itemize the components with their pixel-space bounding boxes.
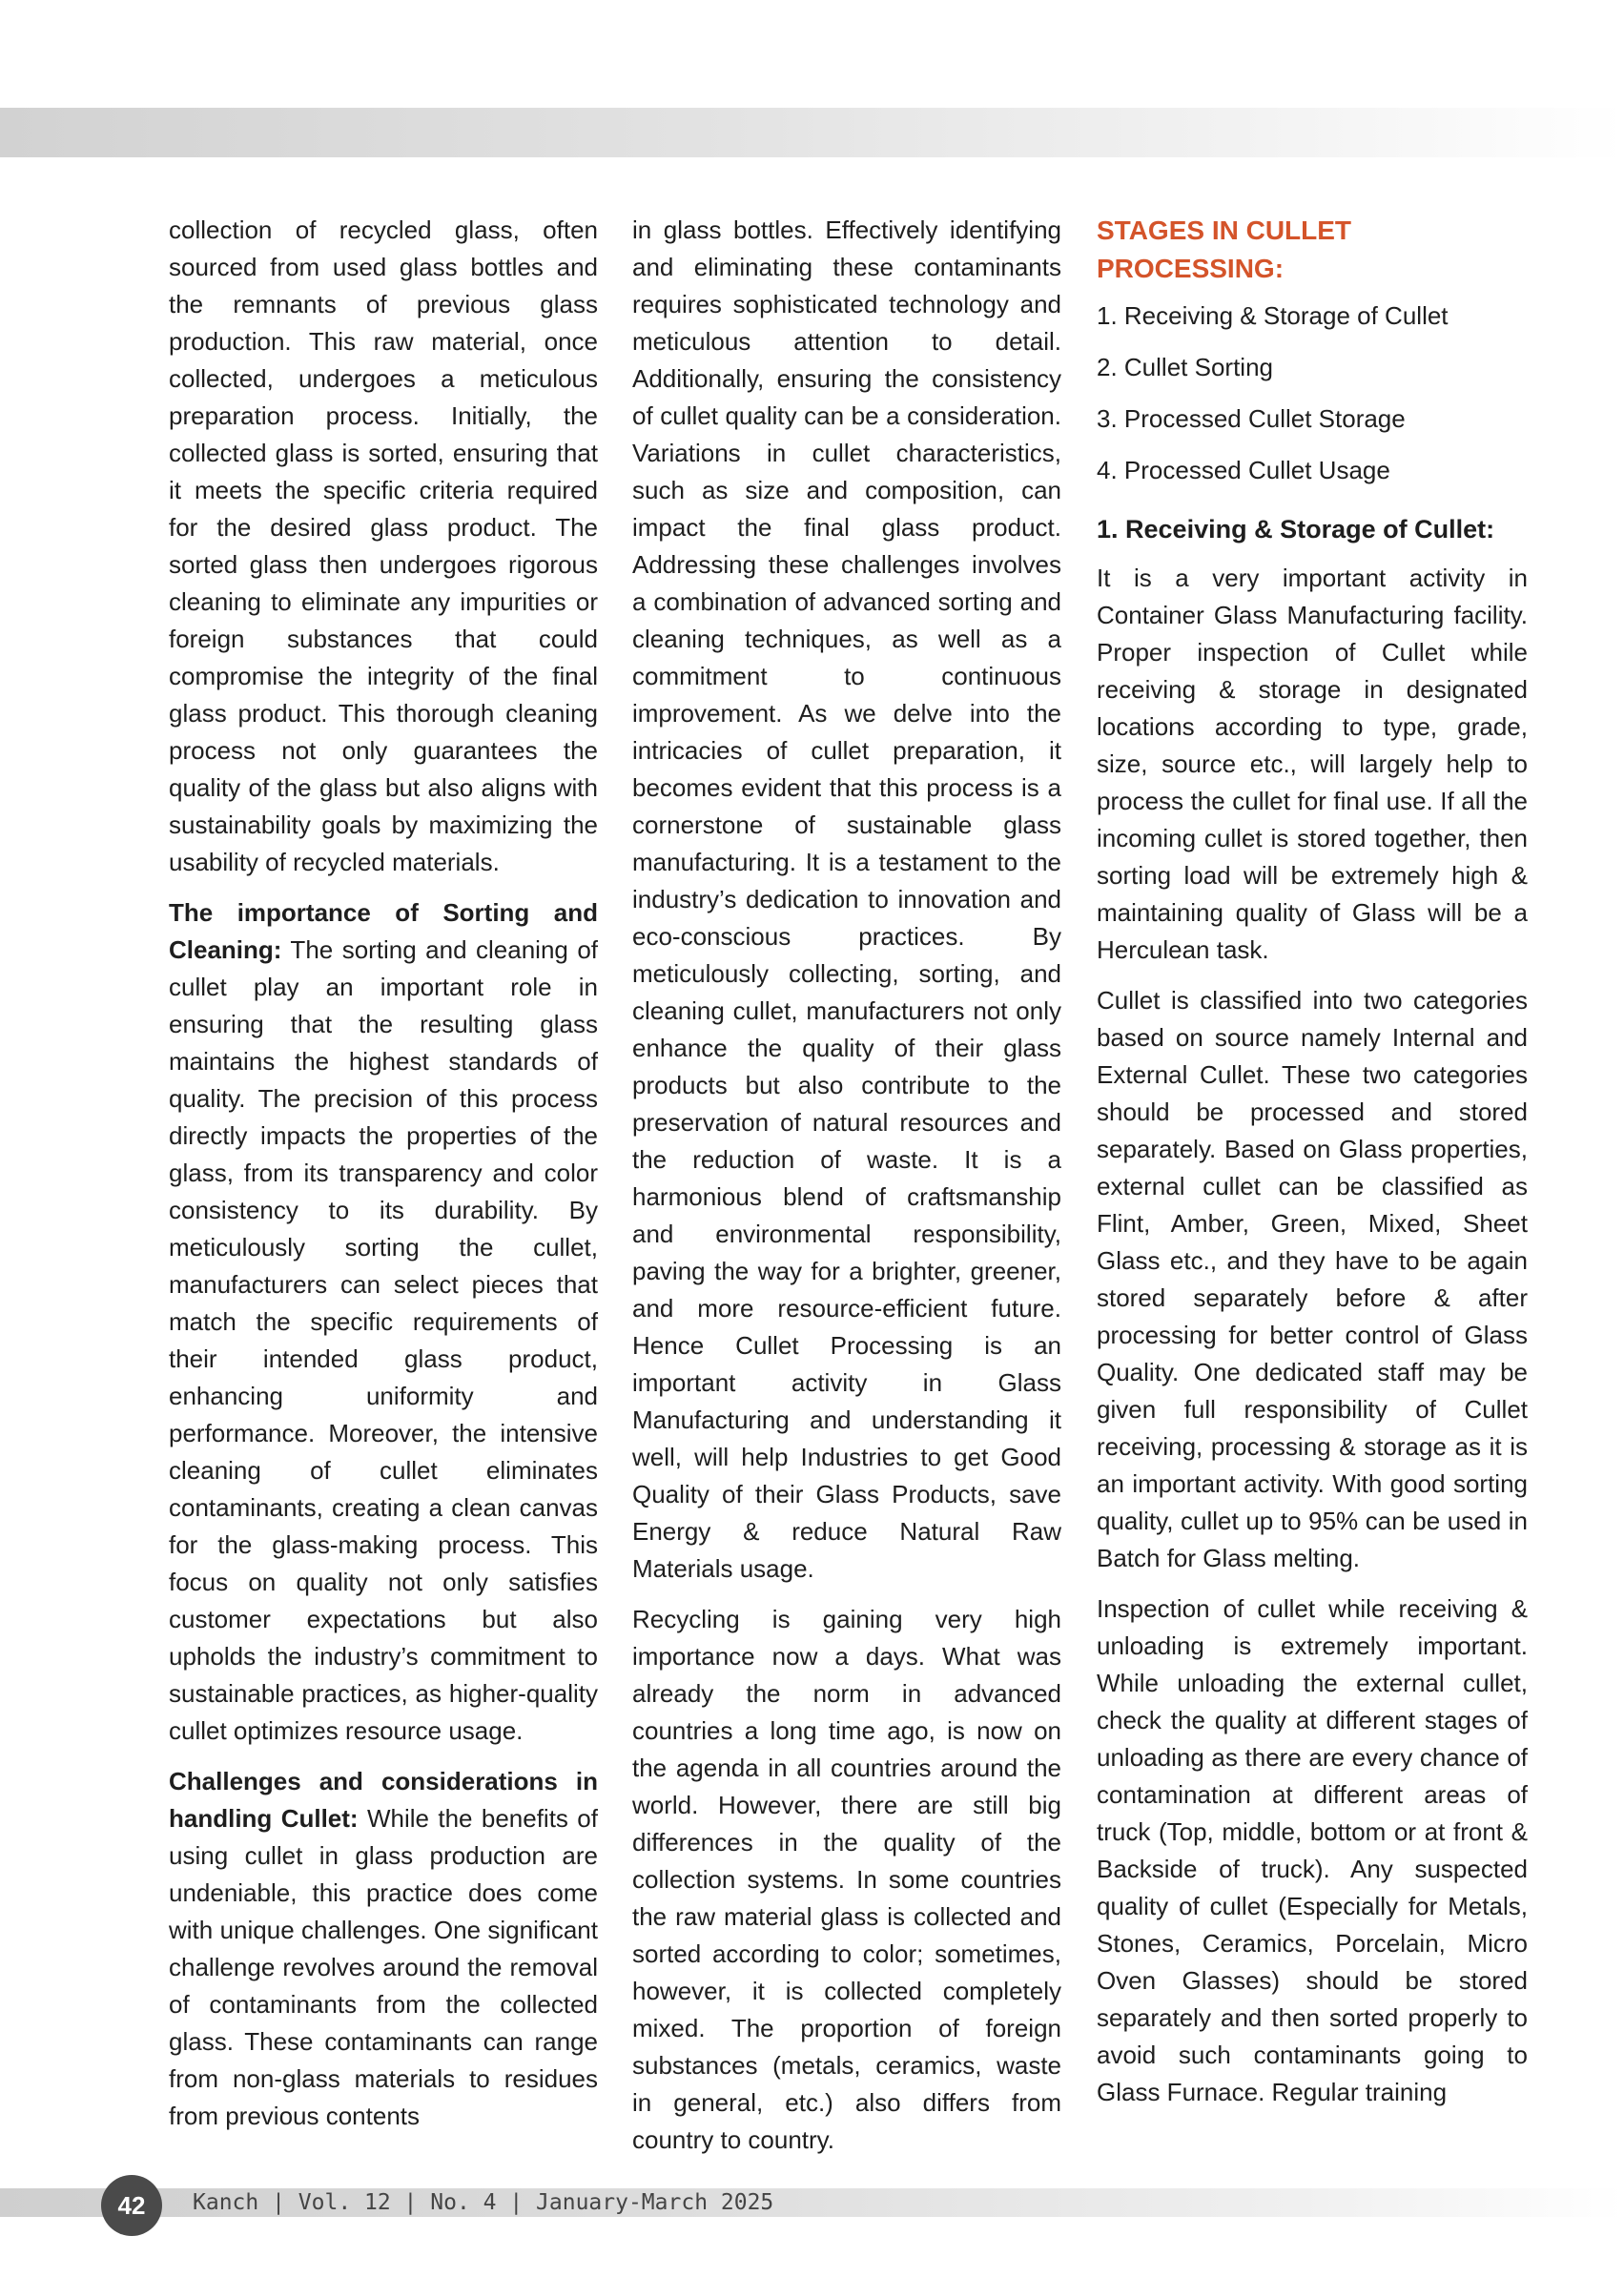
text-column-2 xyxy=(632,212,1061,2157)
paragraph-lead: The importance of Sorting and Cleaning: xyxy=(169,898,598,964)
paragraph-challenges xyxy=(169,1763,598,2135)
stage-list xyxy=(1097,297,1528,489)
list-item: 1. Receiving & Storage of Cullet xyxy=(1097,301,1449,330)
section-heading: STAGES IN CULLET PROCESSING: xyxy=(1097,215,1352,283)
paragraph: Cullet is classified into two categories based on source namely Internal and External Cullet. These two categories should be processed and stored separately. Based on Glass properties, external cullet can be classified as Flint, Amber, Green, Mixed, Sheet Glass etc., and they have to be again stored separately before & after processing for better control of Glass Quality. One dedicated staff may be given full responsibility of Cullet receiving, processing & storage as it is an important activity. With good sorting quality, cullet up to 95% can be used in Batch for Glass melting. xyxy=(1097,986,1528,1572)
paragraph-body: While the benefits of using cullet in glass production are undeniable, this practice does come with unique challenges. One significant challenge revolves around the removal of contaminants from the collected glass. These contaminants can range from non-glass materials to residues from previous contents xyxy=(169,1804,598,2130)
paragraph: collection of recycled glass, often sourced from used glass bottles and the remnants of previous glass production. This raw material, once collected, undergoes a meticulous preparation process. Initially, the collected glass is sorted, ensuring that it meets the specific criteria required for the desired glass product. The sorted glass then undergoes rigorous cleaning to eliminate any impurities or foreign substances that could compromise the integrity of the final glass product. This thorough cleaning process not only guarantees the quality of the glass but also aligns with sustainability goals by maximizing the usability of recycled materials. xyxy=(169,215,598,876)
text-column-1 xyxy=(169,212,598,2157)
page-number: 42 xyxy=(101,2175,162,2236)
header-band xyxy=(0,108,1624,157)
paragraph: in glass bottles. Effectively identifying and eliminating these contaminants requires sophisticated technology and meticulous attention to detail. Additionally, ensuring the consistency of cullet quality can be a consideration. Variations in cullet characteristics, such as size and composition, can impact the final glass product. Addressing these challenges involves a combination of advanced sorting and cleaning techniques, as well as a commitment to continuous improvement. As we delve into the intricacies of cullet preparation, it becomes evident that this process is a cornerstone of sustainable glass manufacturing. It is a testament to the industry’s dedication to innovation and eco-conscious practices. By meticulously collecting, sorting, and cleaning cullet, manufacturers not only enhance the quality of their glass products but also contribute to the preservation of natural resources and the reduction of waste. It is a harmonious blend of craftsmanship and environmental responsibility, paving the way for a brighter, greener, and more resource-efficient future. Hence Cullet Processing is an important activity in Glass Manufacturing and understanding it well, will help Industries to get Good Quality of their Glass Products, save Energy & reduce Natural Raw Materials usage. xyxy=(632,215,1061,1583)
list-item: 3. Processed Cullet Storage xyxy=(1097,404,1406,433)
paragraph: Inspection of cullet while receiving & unloading is extremely important. While unloading the external cullet, check the quality at different stages of unloading as there are every chance of contamination at different areas of truck (Top, middle, bottom or at front & Backside of truck). Any suspected quality of cullet (Especially for Metals, Stones, Ceramics, Porcelain, Micro Oven Glasses) should be stored separately and then sorted properly to avoid such contaminants going to Glass Furnace. Regular training xyxy=(1097,1594,1528,2106)
paragraph-body: The sorting and cleaning of cullet play an important role in ensuring that the resulting glass maintains the highest standards of quality. The precision of this process directly impacts the properties of the glass, from its transparency and color consistency to its durability. By meticulously sorting the cullet, manufacturers can select pieces that match the specific requirements of their intended glass product, enhancing uniformity and performance. Moreover, the intensive cleaning of cullet eliminates contaminants, creating a clean canvas for the glass-making process. This focus on quality not only satisfies customer expectations but also upholds the industry’s commitment to sustainable practices, as higher-quality cullet optimizes resource usage. xyxy=(169,935,598,1745)
list-item: 4. Processed Cullet Usage xyxy=(1097,456,1390,484)
paragraph: Recycling is gaining very high importance now a days. What was already the norm in advanced countries a long time ago, is now on the agenda in all countries around the world. However, there are still big differences in the quality of the collection systems. In some countries the raw material glass is collected and sorted according to color; sometimes, however, it is collected completely mixed. The proportion of foreign substances (metals, ceramics, waste in general, etc.) also differs from country to country. xyxy=(632,1605,1061,2154)
paragraph-sorting-cleaning xyxy=(169,894,598,1750)
paragraph: It is a very important activity in Container Glass Manufacturing facility. Proper inspection of Cullet while receiving & storage in designated locations according to type, grade, size, source etc., will largely help to process the cullet for final use. If all the incoming cullet is stored together, then sorting load will be extremely high & maintaining quality of Glass will be a Herculean task. xyxy=(1097,564,1528,964)
paragraph-lead: Challenges and considerations in handling Cullet: xyxy=(169,1767,598,1833)
list-item: 2. Cullet Sorting xyxy=(1097,353,1273,381)
text-column-3 xyxy=(1097,212,1528,2157)
journal-citation: Kanch | Vol. 12 | No. 4 | January-March 2025 xyxy=(193,2190,774,2215)
subsection-heading: 1. Receiving & Storage of Cullet: xyxy=(1097,515,1495,544)
